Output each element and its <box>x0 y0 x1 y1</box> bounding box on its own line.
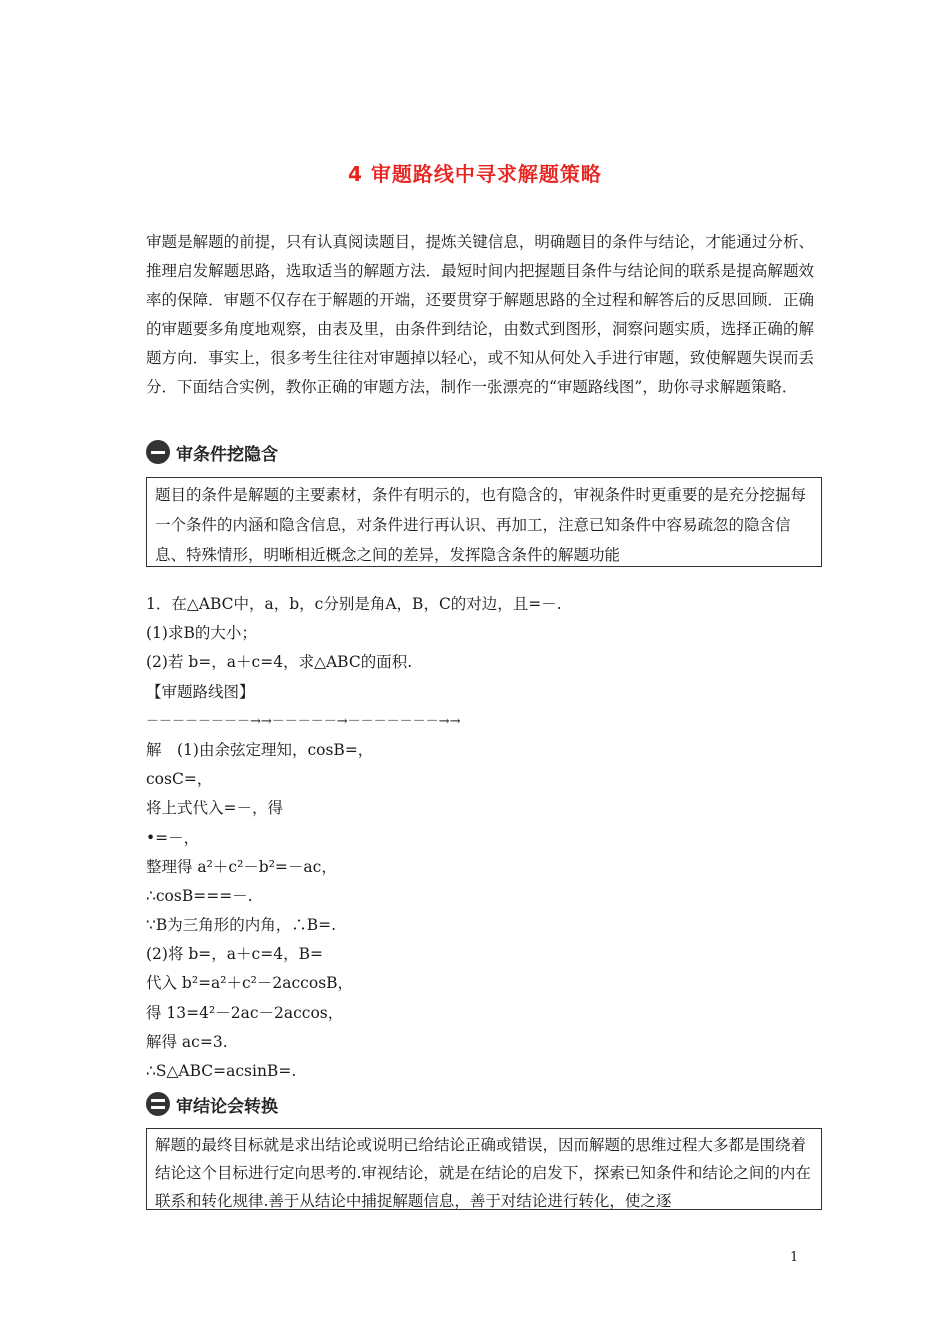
section-1-title: 审条件挖隐含 <box>176 444 278 465</box>
section-1-box <box>146 477 822 567</box>
problem-part-2: (2)若 b=，a＋c=4，求△ABC的面积. <box>146 653 413 672</box>
section-2-box <box>146 1128 822 1210</box>
solution-line: ∵B为三角形的内角，∴B=. <box>146 916 337 935</box>
section-1-box-text: 题目的条件是解题的主要素材，条件有明示的，也有隐含的，审视条件时更重要的是充分挖掘每一个条件的内涵和隐含信息，对条件进行再认识、再加工，注意已知条件中容易疏忽的隐含信息、特殊情形，明晰相近概念之间的差异，发挥隐含条件的解题功能 <box>155 486 807 564</box>
solution-line: 将上式代入=－，得 <box>146 799 283 818</box>
route-map-flow: －－－－－－－－→→－－－－－→－－－－－－－→→ <box>146 713 461 729</box>
numeral-two-icon <box>146 1092 170 1116</box>
intro-paragraph <box>146 228 814 402</box>
solution-line: 整理得 a²＋c²－b²=－ac， <box>146 857 337 876</box>
section-2-box-text: 解题的最终目标就是求出结论或说明已给结论正确或错误，因而解题的思维过程大多都是围绕着结论这个目标进行定向思考的.审视结论，就是在结论的启发下，探索已知条件和结论之间的内在联系和转化规律.善于从结论中捕捉解题信息，善于对结论进行转化，使之逐 <box>155 1136 811 1210</box>
solution-line: 解 (1)由余弦定理知，cosB=， <box>146 740 374 759</box>
problem-statement: 1．在△ABC中，a，b，c分别是角A，B，C的对边，且=－. <box>146 595 562 613</box>
numeral-one-icon <box>146 440 170 464</box>
section-2-title: 审结论会转换 <box>176 1096 278 1117</box>
solution-line: ∴S△ABC=acsinB=. <box>146 1062 297 1080</box>
solution-line: (2)将 b=，a＋c=4，B= <box>146 945 323 964</box>
solution-line: ∴cosB===－. <box>146 886 253 905</box>
section-1-heading <box>146 440 278 464</box>
page-number: 1 <box>790 1250 799 1265</box>
solution-line: 解得 ac=3. <box>146 1032 228 1051</box>
solution-line: 得 13=4²－2ac－2accos， <box>146 1003 344 1022</box>
problem-1 <box>146 590 814 1086</box>
problem-part-1: (1)求B的大小； <box>146 624 257 643</box>
solution-line: 代入 b²=a²＋c²－2accosB， <box>146 974 354 993</box>
page-title: 4 审题路线中寻求解题策略 <box>348 162 602 186</box>
intro-text: 审题是解题的前提，只有认真阅读题目，提炼关键信息，明确题目的条件与结论，才能通过分析、推理启发解题思路，选取适当的解题方法．最短时间内把握题目条件与结论间的联系是提高解题效率的保障．审题不仅存在于解题的开端，还要贯穿于解题思路的全过程和解答后的反思回顾．正确的审题要多角度地观察，由表及里，由条件到结论，由数式到图形，洞察问题实质，选择正确的解题方向．事实上，很多考生往往对审题掉以轻心，或不知从何处入手进行审题，致使解题失误而丢分．下面结合实例，教你正确的审题方法，制作一张漂亮的“审题路线图”，助你寻求解题策略． <box>146 233 814 396</box>
route-map-label: 【审题路线图】 <box>146 682 255 701</box>
solution-line: cosC=， <box>146 770 213 789</box>
section-2-heading <box>146 1092 278 1116</box>
solution-line: •=－， <box>146 828 200 847</box>
